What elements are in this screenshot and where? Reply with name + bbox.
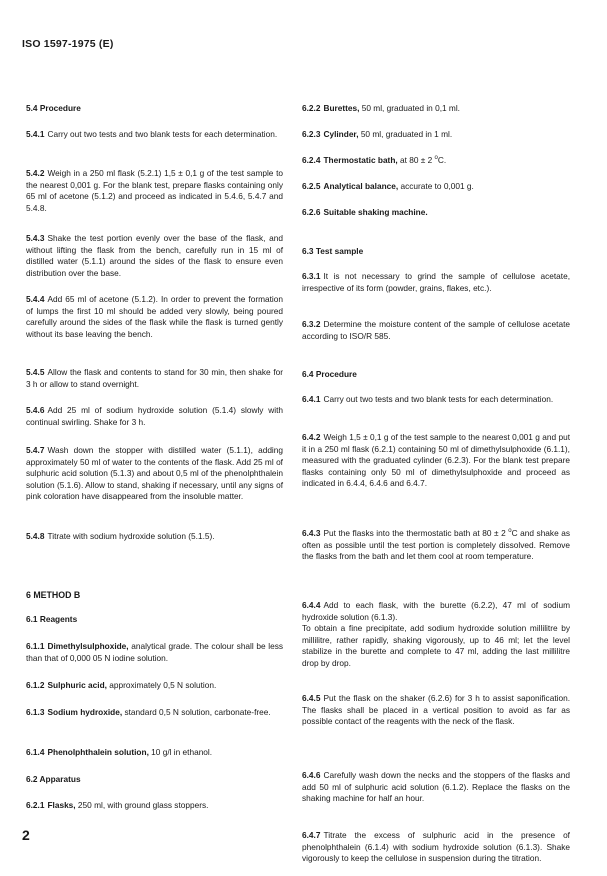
clause-number: 5.4.3 <box>26 233 45 243</box>
paragraph <box>26 445 283 503</box>
clause-number: 5.4.6 <box>26 405 45 415</box>
clause-number: 6.2.2 <box>302 103 321 113</box>
clause-number: 6.1.1 <box>26 641 45 651</box>
term: Phenolphthalein solution, <box>47 747 149 757</box>
clause-text: 50 ml, graduated in 1 ml. <box>358 129 453 139</box>
paragraph <box>26 641 283 664</box>
clause-text: Put the flasks into the thermostatic bath at 80 ± 2 <box>323 528 509 538</box>
paragraph <box>302 600 570 623</box>
clause-number: 5.4.1 <box>26 129 45 139</box>
clause-text: Carefully wash down the necks and the stoppers of the flasks and add 50 ml of sulphuric acid solution (6.1.2). Replace the flasks on the shaking machine for half an hour. <box>302 770 570 804</box>
term: Cylinder, <box>323 129 359 139</box>
paragraph <box>302 155 570 167</box>
term: Dimethylsulphoxide, <box>47 641 129 651</box>
section-title: 5.4 Procedure <box>26 103 81 113</box>
paragraph <box>26 800 283 812</box>
clause-text: Wash down the stopper with distilled water (5.1.1), adding approximately 50 ml of water to the contents of the flask. Add 25 ml of sulphuric acid solution (5.1.3) and about 0,5 ml of the phenolphthalein solution (5.1.6). Allow to stand, shaking if necessary, until any signs of pink coloration have disappeared from the insoluble matter. <box>26 445 283 502</box>
degree-sign: o <box>434 155 438 162</box>
clause-text: accurate to 0,001 g. <box>398 181 474 191</box>
paragraph <box>26 707 283 719</box>
page-header: ISO 1597-1975 (E) <box>22 38 114 50</box>
section-title: 6.4 Procedure <box>302 369 357 379</box>
paragraph <box>26 168 283 214</box>
paragraph <box>302 528 570 563</box>
clause-text: 50 ml, graduated in 0,1 ml. <box>359 103 460 113</box>
paragraph <box>302 394 570 406</box>
clause-text: Determine the moisture content of the sample of cellulose acetate according to ISO/R 585. <box>302 319 570 341</box>
clause-text: Carry out two tests and two blank tests for each determination. <box>47 129 278 139</box>
clause-number: 6.2.3 <box>302 129 321 139</box>
clause-number: 6.4.7 <box>302 830 321 840</box>
page-number: 2 <box>22 827 30 843</box>
clause-text: Weigh 1,5 ± 0,1 g of the test sample to the nearest 0,001 g and put it in a 250 ml flask (6.2.1) containing 50 ml of dimethylsulphoxide (6.1.1), measured with the graduated cylinder (6.2.3). For the blank test prepare flasks containing only 50 ml of dimethylsulphoxide and proceed as indicated in 6.4.4, 6.4.6 and 6.4.7. <box>302 432 570 489</box>
paragraph <box>26 531 283 543</box>
degree-sign: o <box>508 528 512 535</box>
paragraph <box>26 129 283 141</box>
clause-number: 6.4.3 <box>302 528 321 538</box>
clause-text: Add 65 ml of acetone (5.1.2). In order to prevent the formation of lumps the first 10 ml should be added very slowly, being poured carefully around the sides of the flask while the flask is turned gently without its base leaving the bench. <box>26 294 283 339</box>
paragraph <box>26 405 283 428</box>
clause-text: 250 ml, with ground glass stoppers. <box>75 800 209 810</box>
paragraph <box>302 181 570 193</box>
term: Flasks, <box>47 800 76 810</box>
clause-number: 6.2.6 <box>302 207 321 217</box>
term: Burettes, <box>323 103 360 113</box>
clause-text: standard 0,5 N solution, carbonate-free. <box>122 707 271 717</box>
paragraph <box>302 103 570 115</box>
clause-number: 6.2.1 <box>26 800 45 810</box>
clause-text: Titrate the excess of sulphuric acid in the presence of phenolphthalein (6.1.4) with sodium hydroxide solution (6.1.3). Shake vigorously to keep the cellulose in suspension during the titration. <box>302 830 570 864</box>
paragraph <box>302 432 570 490</box>
clause-number: 6.4.2 <box>302 432 321 442</box>
term: Suitable shaking machine. <box>323 207 428 217</box>
paragraph <box>302 770 570 805</box>
clause-number: 6.2.4 <box>302 155 321 165</box>
paragraph <box>302 693 570 728</box>
clause-text: C and shake as often as possible until the test portion is completely dissolved. Remove the flasks from the bath and let them cool at room temperature. <box>302 528 570 562</box>
clause-text: Shake the test portion evenly over the base of the flask, and without lifting the flask from the bench, carefully run in 15 ml of distilled water (5.1.1) around the sides of the flask to ensure even distribution over the base. <box>26 233 283 278</box>
paragraph <box>26 747 283 759</box>
clause-text: analytical grade. The colour shall be less than that of 0,000 05 N iodine solution. <box>26 641 283 663</box>
clause-number: 6.4.4 <box>302 600 321 610</box>
clause-number: 6.1.3 <box>26 707 45 717</box>
clause-number: 6.3.1 <box>302 271 321 281</box>
term: Analytical balance, <box>323 181 399 191</box>
clause-text: It is not necessary to grind the sample of cellulose acetate, irrespective of its form (powder, grains, flakes, etc.). <box>302 271 570 293</box>
clause-text: Put the flask on the shaker (6.2.6) for 3 h to assist saponification. The flasks shall be placed in a vertical position to avoid as far as possible contact of the reagents with the neck of the flask. <box>302 693 570 727</box>
section-title: 6.3 Test sample <box>302 246 364 256</box>
clause-text: Titrate with sodium hydroxide solution (5.1.5). <box>47 531 215 541</box>
clause-number: 6.1.2 <box>26 680 45 690</box>
clause-number: 6.3.2 <box>302 319 321 329</box>
clause-text: 10 g/l in ethanol. <box>148 747 213 757</box>
clause-number: 6.4.5 <box>302 693 321 703</box>
paragraph <box>26 367 283 390</box>
paragraph <box>302 129 570 141</box>
clause-text: Add to each flask, with the burette (6.2.2), 47 ml of sodium hydroxide solution (6.1.3). <box>302 600 570 622</box>
clause-text: at 80 ± 2 <box>397 155 435 165</box>
clause-text: Allow the flask and contents to stand for 30 min, then shake for 3 h or allow to stand overnight. <box>26 367 283 389</box>
clause-number: 5.4.2 <box>26 168 45 178</box>
clause-text: Weigh in a 250 ml flask (5.2.1) 1,5 ± 0,1 g of the test sample to the nearest 0,001 g. For the blank test, prepare flasks containing only 65 ml of acetone (5.1.2) and proceed as indicated in 5.4.6, 5.4.7 and 5.4.8. <box>26 168 283 213</box>
clause-text: Add 25 ml of sodium hydroxide solution (5.1.4) slowly with continual swirling. Shake for 3 h. <box>26 405 283 427</box>
term: Thermostatic bath, <box>323 155 398 165</box>
paragraph <box>302 319 570 342</box>
clause-text: C. <box>437 155 447 165</box>
clause-number: 6.2.5 <box>302 181 321 191</box>
clause-text: approximately 0,5 N solution. <box>106 680 217 690</box>
section-title: 6.1 Reagents <box>26 614 78 624</box>
paragraph <box>26 680 283 692</box>
section-title: 6 METHOD B <box>26 590 81 600</box>
term: Sulphuric acid, <box>47 680 107 690</box>
paragraph: To obtain a fine precipitate, add sodium hydroxide solution millilitre by millilitre, rather rapidly, shaking vigorously, up to 46 ml; let the level stabilize in the burette and complete to 47 ml, adding the last millilitre drop by drop. <box>302 623 570 668</box>
clause-number: 5.4.8 <box>26 531 45 541</box>
clause-number: 6.4.6 <box>302 770 321 780</box>
term: Sodium hydroxide, <box>47 707 123 717</box>
clause-number: 5.4.5 <box>26 367 45 377</box>
clause-number: 6.4.1 <box>302 394 321 404</box>
paragraph <box>302 271 570 294</box>
clause-text: Carry out two tests and two blank tests for each determination. <box>323 394 554 404</box>
paragraph <box>26 233 283 279</box>
clause-number: 5.4.4 <box>26 294 45 304</box>
paragraph <box>302 830 570 865</box>
clause-number: 6.1.4 <box>26 747 45 757</box>
paragraph <box>26 294 283 340</box>
clause-number: 5.4.7 <box>26 445 45 455</box>
paragraph <box>302 207 570 219</box>
section-title: 6.2 Apparatus <box>26 774 81 784</box>
